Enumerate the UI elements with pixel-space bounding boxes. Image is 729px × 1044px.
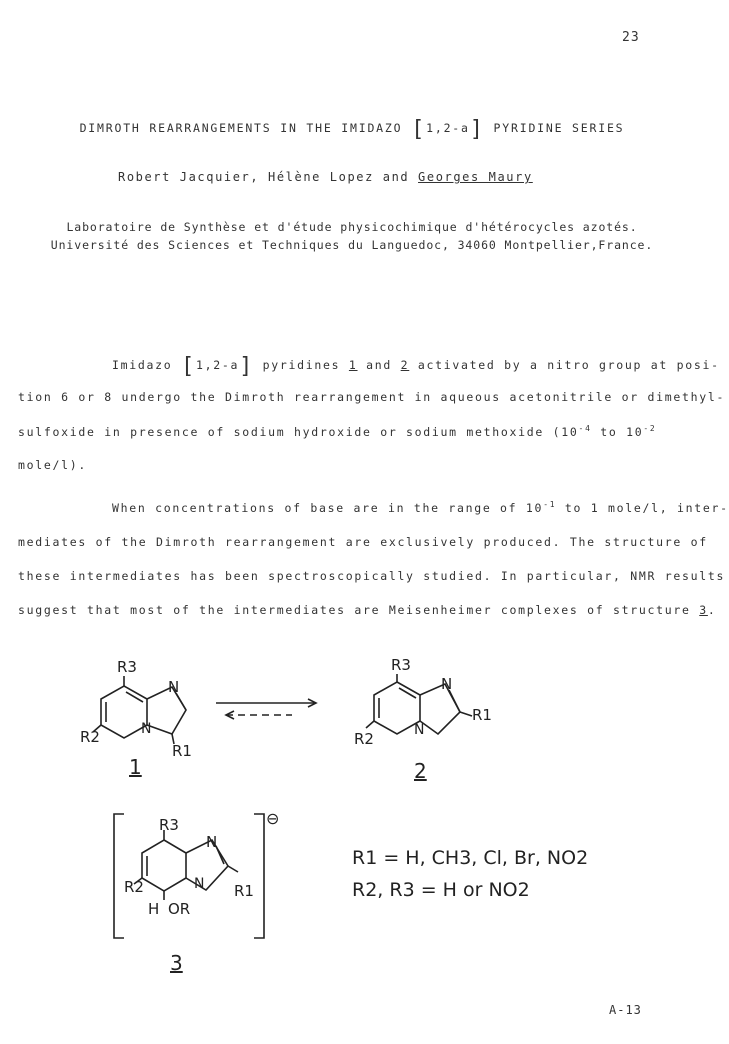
compound-3-n-bottom: N [194,876,205,892]
title-part2: PYRIDINE SERIES [493,121,625,135]
compound-1-n-bottom: N [141,721,152,737]
reaction-scheme [0,640,704,990]
text-span: and [366,358,393,372]
authors [118,170,533,184]
paragraph1-line4: mole/l). [18,458,87,472]
text-span: pyridines [262,358,341,372]
text-span: . [707,603,717,617]
superscript: -1 [543,500,557,509]
compound-3-charge: ⊖ [266,809,280,828]
substituent-definition-r1: R1 = H, CH3, Cl, Br, NO2 [352,847,589,869]
text-span: suggest that most of the intermediates are Meisenheimer complexes of structure [18,603,691,617]
compound-3-r3: R3 [159,816,179,834]
author-names: Robert Jacquier, Hélène Lopez and [118,170,410,184]
text-span: to 1 mole/l, inter- [564,500,729,515]
paragraph1-line1 [112,354,720,379]
affiliation-line-2: Université des Sciences et Techniques du Languedoc, 34060 Montpellier,France. [50,238,654,252]
compound-2-r2: R2 [354,730,374,748]
text-span: 1,2-a [195,358,240,372]
compound-3-r1: R1 [234,882,254,900]
paragraph2-line3: these intermediates has been spectroscopically studied. In particular, NMR results [18,569,726,583]
compound-2-n-top: N [441,675,453,693]
compound-3-n-top: N [206,833,218,851]
title-bracket-inner: 1,2-a [426,121,470,135]
text-span: Imidazo [112,358,173,372]
compound-3-or: OR [168,900,191,918]
text-span: to 10 [600,424,644,439]
compound-2-r3: R3 [391,656,411,674]
corresponding-author: Georges Maury [418,170,533,184]
compound-3-structure [114,814,264,938]
footer-code: A-13 [609,1003,642,1017]
text-span: sulfoxide in presence of sodium hydroxide or sodium methoxide (10 [18,424,579,439]
compound-1-r3: R3 [117,658,137,676]
compound-1-r1: R1 [172,742,192,760]
equilibrium-arrows [216,699,316,719]
compound-3-r2: R2 [124,878,144,896]
text-span: When concentrations of base are in the range of 10 [112,500,544,515]
paragraph1-line2: tion 6 or 8 undergo the Dimroth rearrangement in aqueous acetonitrile or dimethyl- [18,390,726,404]
compound-3-label: 3 [170,951,183,975]
paragraph2-line2: mediates of the Dimroth rearrangement are exclusively produced. The structure of [18,535,708,549]
paragraph2-line1 [112,500,729,515]
compound-ref-2: 2 [400,358,410,372]
bracket-close: ] [239,354,255,379]
compound-2-n-bottom: N [414,722,425,738]
paper-title [0,117,704,142]
compound-ref-1: 1 [348,358,358,372]
text-span: activated by a nitro group at posi- [417,358,720,372]
compound-2-r1: R1 [472,706,492,724]
title-bracket-close: ] [469,117,485,142]
bracket-open: [ [181,354,196,379]
affiliation-line-1: Laboratoire de Synthèse et d'étude physicochimique d'hétérocycles azotés. [66,220,638,234]
superscript: -2 [643,424,657,433]
compound-1-label: 1 [129,755,142,779]
compound-1-n-top: N [168,678,180,696]
page-number: 23 [622,30,640,45]
compound-3-h: H [148,900,160,918]
compound-2-label: 2 [414,759,427,783]
title-bracket-open: [ [411,117,427,142]
paragraph2-line4 [18,603,717,617]
compound-1-r2: R2 [80,728,100,746]
superscript: -4 [578,424,592,433]
title-part1: DIMROTH REARRANGEMENTS IN THE IMIDAZO [79,121,403,135]
compound-ref-3: 3 [699,603,708,617]
substituent-definition-r2-r3: R2, R3 = H or NO2 [352,879,530,901]
paragraph1-line3 [18,424,656,439]
